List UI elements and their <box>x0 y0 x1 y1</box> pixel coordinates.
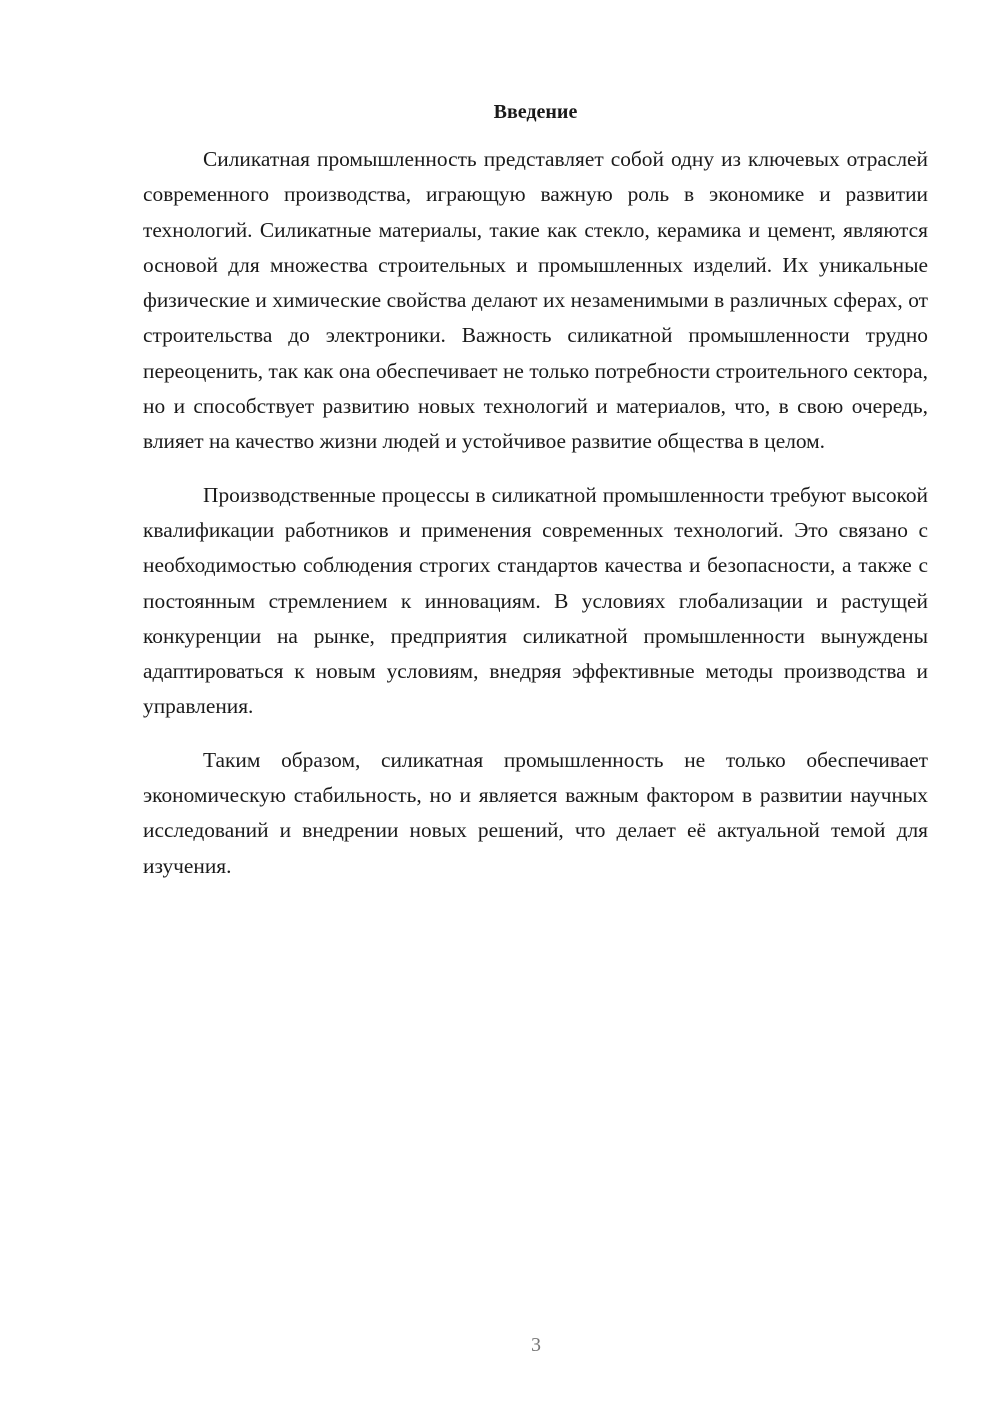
paragraph-1: Силикатная промышленность представляет собой одну из ключевых отраслей современного производства, играющую важную роль в экономике и развитии технологий. Силикатные материалы, такие как стекло, керамика и цемент, являются основой для множества строительных и промышленных изделий. Их уникальные физические и химические свойства делают их незаменимыми в различных сферах, от строительства до электроники. Важность силикатной промышленности трудно переоценить, так как она обеспечивает не только потребности строительного сектора, но и способствует развитию новых технологий и материалов, что, в свою очередь, влияет на качество жизни людей и устойчивое развитие общества в целом. <box>143 147 928 454</box>
body-text <box>143 142 928 902</box>
paragraph-3: Таким образом, силикатная промышленность не только обеспечивает экономическую стабильность, но и является важным фактором в развитии научных исследований и внедрении новых решений, что делает её актуальной темой для изучения. <box>143 747 928 878</box>
page-number: 3 <box>531 1334 541 1356</box>
section-title: Введение <box>493 101 578 123</box>
paragraph-2: Производственные процессы в силикатной промышленности требуют высокой квалификации работников и применения современных технологий. Это связано с необходимостью соблюдения строгих стандартов качества и безопасности, а также с постоянным стремлением к инновациям. В условиях глобализации и растущей конкуренции на рынке, предприятия силикатной промышленности вынуждены адаптироваться к новым условиям, внедряя эффективные методы производства и управления. <box>143 482 928 719</box>
